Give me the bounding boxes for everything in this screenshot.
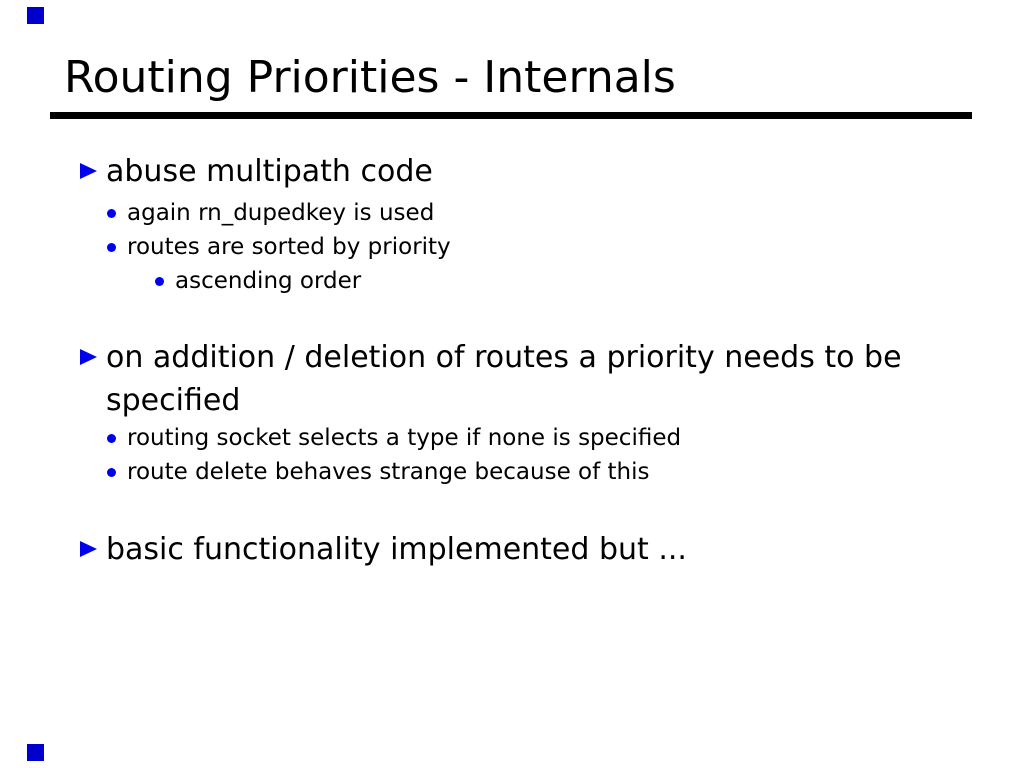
dot-bullet-icon <box>155 277 164 286</box>
slide-title: Routing Priorities - Internals <box>64 52 676 103</box>
bullet-text: abuse multipath code <box>106 154 433 189</box>
bullet-item-level2 <box>107 455 649 489</box>
bullet-text: route delete behaves strange because of this <box>127 459 650 485</box>
bullet-text: ascending order <box>175 268 362 294</box>
dot-bullet-icon <box>107 434 116 443</box>
bullet-item-level3 <box>155 264 361 298</box>
corner-square-icon-bottom-left <box>27 744 44 761</box>
bullet-item-level2 <box>107 196 434 230</box>
triangle-bullet-icon <box>80 541 97 557</box>
triangle-bullet-icon <box>80 163 97 179</box>
dot-bullet-icon <box>107 468 116 477</box>
bullet-text: basic functionality implemented but ... <box>106 532 687 567</box>
bullet-item-level2 <box>107 230 451 264</box>
bullet-item-level2 <box>107 421 681 455</box>
bullet-item-level1 <box>80 336 954 422</box>
corner-square-icon-top-left <box>27 7 44 24</box>
title-underline <box>50 112 972 119</box>
bullet-text: on addition / deletion of routes a priority needs to be specified <box>106 340 902 418</box>
dot-bullet-icon <box>107 243 116 252</box>
bullet-item-level1 <box>80 150 433 193</box>
bullet-item-level1 <box>80 528 687 571</box>
dot-bullet-icon <box>107 209 116 218</box>
triangle-bullet-icon <box>80 349 97 365</box>
bullet-text: again rn_dupedkey is used <box>127 200 435 226</box>
bullet-text: routing socket selects a type if none is specified <box>127 425 682 451</box>
bullet-text: routes are sorted by priority <box>127 234 451 260</box>
